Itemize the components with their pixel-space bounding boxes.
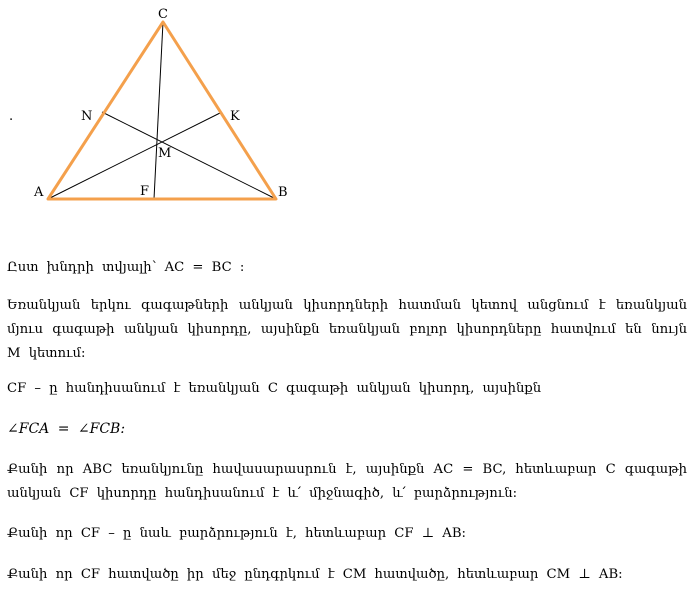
label-c: C [158,7,168,22]
triangle-figure [0,0,696,240]
label-a: A [34,185,44,200]
label-f: F [140,184,150,199]
label-n: N [81,109,93,124]
bisector-cf [154,22,163,199]
bisector-an [48,112,222,199]
label-m: M [158,146,172,161]
paragraph-cm-perpendicular: Քանի որ CF հատվածը իր մեջ ընդգրկում է CM հատվածը, հետևաբար CM ⊥ AB: [7,567,623,582]
paragraph-isosceles: Քանի որ ABC եռանկյունը հավասարասրուն է, այսինքն AC = BC, հետևաբար C գագաթի անկյան CF կիսորդը հանդիսանում է և՛ միջնագիծ, և՛ բարձրություն: [7,462,687,501]
paragraph-given: Ըստ խնդրի տվյալի՝ AC = BC : [7,260,245,275]
label-b: B [278,185,288,200]
paragraph-bisectors: Եռանկյան երկու գագաթների անկյան կիսորդների հատման կետով անցնում է եռանկյան մյուս գագաթի անկյան կիսորդը, այսինքն եռանկյան բոլոր կիսորդները հատվում են նույն M կետում: [7,298,687,361]
label-k: K [230,109,240,124]
paragraph-cf-altitude: Քանի որ CF – ը նաև բարձրություն է, հետևաբար CF ⊥ AB: [7,526,466,541]
paragraph-cf-bisector: CF – ը հանդիսանում է եռանկյան C գագաթի անկյան կիսորդ, այսինքն [7,381,542,396]
stray-mark: . [9,109,14,124]
paragraph-angle-equality: ∠FCA = ∠FCB: [7,421,126,437]
